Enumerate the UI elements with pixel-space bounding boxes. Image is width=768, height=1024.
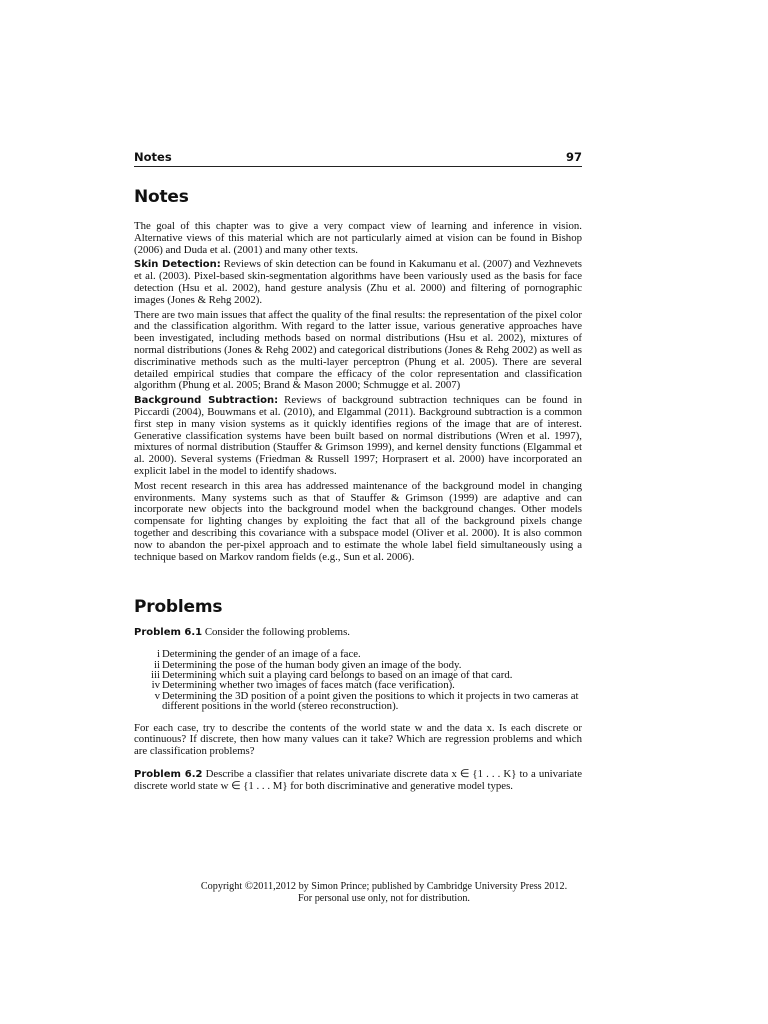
copyright-icon: © — [244, 880, 254, 892]
running-head-section: Notes — [134, 150, 172, 164]
notes-paragraph-intro: The goal of this chapter was to give a very compact view of learning and inference in vision. Alternative views of this material which are not particularly aimed at vision can be found in Bishop (2006) and Duda et al. (2001) and many other texts. — [134, 220, 582, 256]
problems-heading: Problems — [134, 597, 223, 618]
list-item: v Determining the 3D position of a point given the positions to which it projects in two cameras at different positions in the world (stereo reconstruction). — [154, 689, 579, 713]
notes-paragraph-skin-detection: Skin Detection: Reviews of skin detection can be found in Kakumanu et al. (2007) and Vezhnevets et al. (2003). Pixel-based skin-segmentation algorithms have been variously used as the basis for face detection (Hsu et al. 2002), hand gesture analysis (Zhu et al. 2000) and filtering of pornographic images (Jones & Rehg 2002). — [134, 258, 582, 306]
problem-6-1-intro: Problem 6.1 Consider the following problems. — [134, 626, 350, 639]
problem-6-1-list — [134, 649, 582, 711]
problem-label: Problem 6.1 — [134, 627, 203, 639]
list-item: iii Determining which suit a playing card belongs to based on an image of that card. — [151, 668, 513, 681]
list-item: ii Determining the pose of the human body given an image of the body. — [154, 658, 462, 671]
notes-paragraph-background-subtraction: Background Subtraction: Reviews of background subtraction techniques can be found in Piccardi (2004), Bouwmans et al. (2010), and Elgammal (2011). Background subtraction is a common first step in many vision systems as it quickly identifies regions of the image that are of interest. Generative classification systems have been built based on normal distributions (Wren et al. 1997), mixtures of normal distribution (Stauffer & Grimson 1999), and kernel density functions (Elgammal et al. 2000). Several systems (Friedman & Russell 1997; Horprasert et al. 2000) have incorporated an explicit label in the model to identify shadows. — [134, 394, 582, 477]
problem-6-1 — [134, 627, 582, 758]
running-head — [134, 150, 582, 167]
page-number: 97 — [565, 150, 582, 164]
notes-paragraph-color-issues: There are two main issues that affect the quality of the final results: the representation of the pixel color and the classification algorithm. With regard to the latter issue, various generative approaches have been investigated, including methods based on normal distributions (Hsu et al. 2002), mixtures of normal distributions (Jones & Rehg 2002) and categorical distributions (Jones & Rehg 2002) as well as discriminative methods such as the multi-layer perceptron (Phung et al. 2005). There are several detailed empirical studies that compare the efficacy of the color representation and classification algorithm (Phung et al. 2005; Brand & Mason 2000; Schmugge et al. 2007) — [134, 308, 582, 392]
copyright-footer — [134, 880, 634, 905]
notes-heading: Notes — [134, 187, 189, 207]
page-body — [134, 150, 582, 793]
problem-6-2-text: Problem 6.2 Describe a classifier that relates univariate discrete data x ∈ {1 . . . K} to a univariate discrete world state w ∈ {1 . . . M} for both discriminative and generative model types. — [134, 767, 583, 792]
distribution-notice: For personal use only, not for distribution. — [298, 893, 470, 904]
paragraph-lead: Skin Detection: — [134, 259, 221, 271]
problem-label: Problem 6.2 — [134, 768, 203, 780]
notes-section — [134, 221, 582, 563]
list-item: iv Determining whether two images of faces match (face verification). — [151, 679, 455, 692]
problem-6-1-followup: For each case, try to describe the contents of the world state w and the data x. Is each discrete or continuous? If discrete, then how many values can it take? Which are regression problems and which are classification problems? — [134, 721, 582, 758]
copyright-line: Copyright ©2011,2012 by Simon Prince; published by Cambridge University Press 2012. — [200, 880, 568, 892]
notes-paragraph-recent-research: Most recent research in this area has addressed maintenance of the background model in changing environments. Many systems such as that of Stauffer & Grimson (1999) are adaptive and can incorporate new objects into the background model when the background changes. Other models compensate for lighting changes by exploiting the fact that all of the background pixels change together and describing this covariance with a subspace model (Oliver et al. 2000). It is also common now to abandon the per-pixel approach and to estimate the whole label field simultaneously using a technique based on Markov random fields (e.g., Sun et al. 2006). — [134, 479, 582, 563]
list-item: i Determining the gender of an image of a face. — [157, 648, 361, 661]
problem-6-2 — [134, 769, 582, 793]
paragraph-lead: Background Subtraction: — [134, 395, 279, 407]
